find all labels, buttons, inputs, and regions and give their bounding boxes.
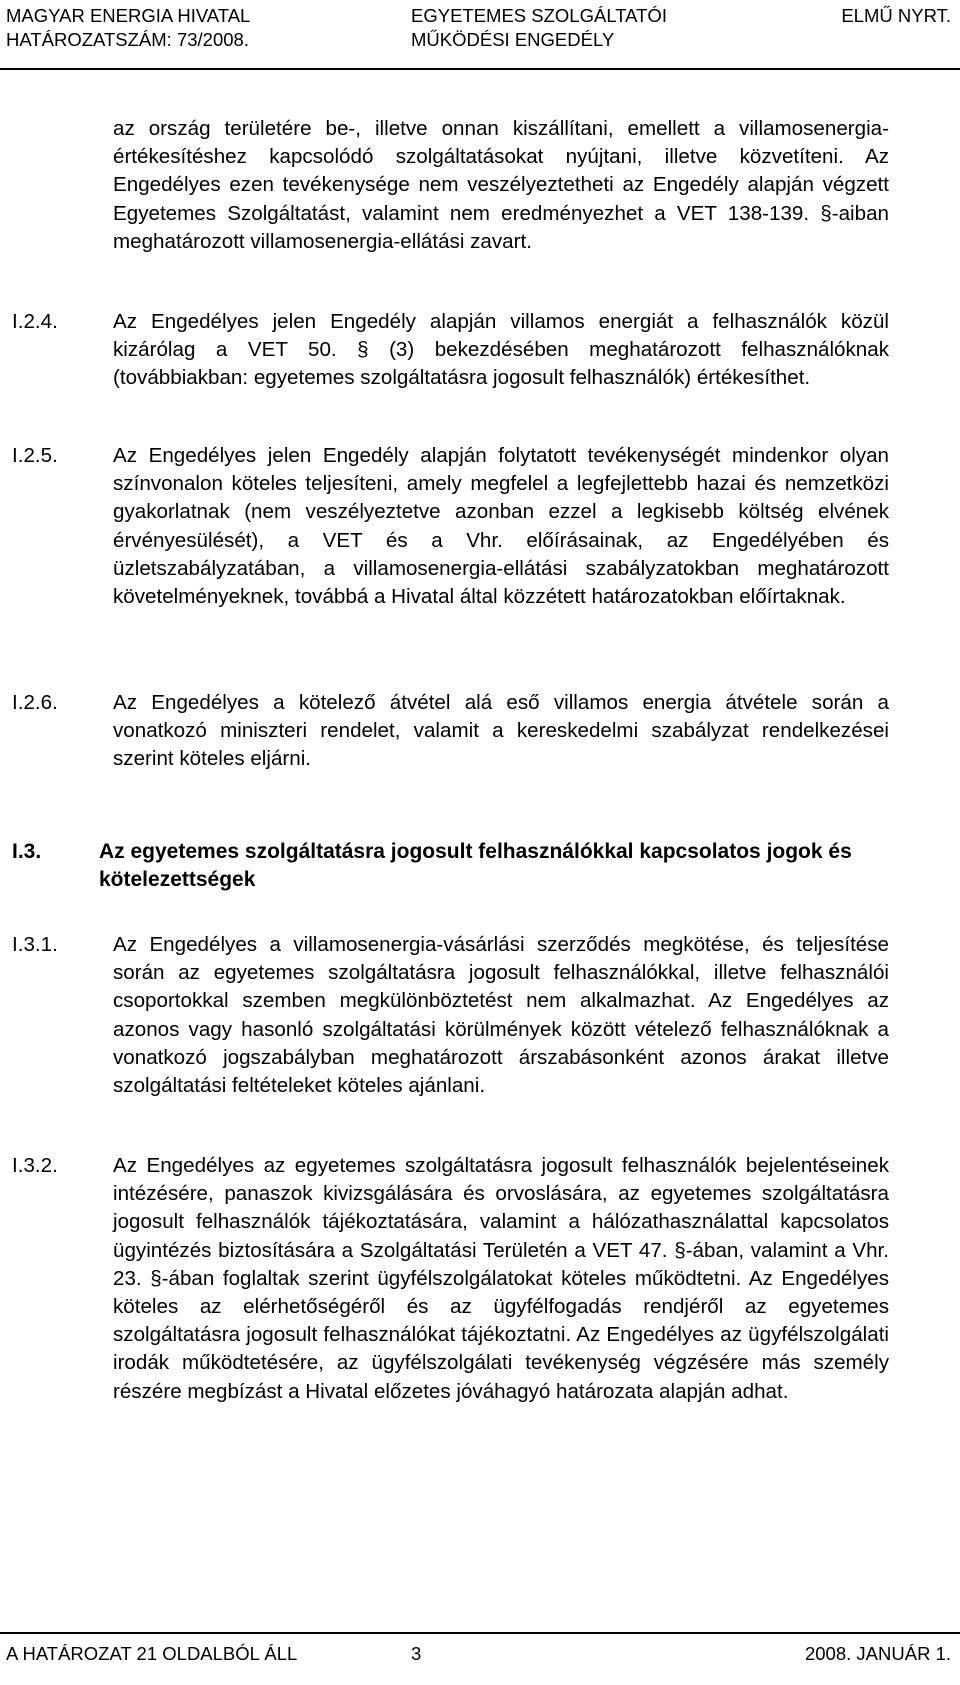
header-company: ELMŰ NYRT. bbox=[841, 5, 951, 26]
section-title: Az egyetemes szolgáltatásra jogosult felhasználókkal kapcsolatos jogok és kötelezettségek bbox=[99, 840, 852, 891]
item-text-i24: Az Engedélyes jelen Engedély alapján villamos energiát a felhasználók közül kizárólag a VET 50. § (3) bekezdésében meghatározott felhasználóknak (továbbiakban: egyetemes szolgáltatásra jogosult felhasználók) értékesíthet. bbox=[113, 310, 889, 390]
page-header bbox=[0, 4, 960, 66]
item-text-i26: Az Engedélyes a kötelező átvétel alá eső villamos energia átvétele során a vonatkozó miniszteri rendelet, valamit a kereskedelmi szabályzat rendelkezései szerint köteles eljárni. bbox=[113, 691, 889, 771]
item-text-i32: Az Engedélyes az egyetemes szolgáltatásra jogosult felhasználók bejelentéseinek intézésére, panaszok kivizsgálására és orvoslására, az egyetemes szolgáltatásra jogosult felhasználók tájékoztatására, valamint a hálózathasználattal kapcsolatos ügyintézés biztosítására a Szolgáltatási Területén a VET 47. §-ában, valamint a Vhr. 23. §-ában foglaltak szerint ügyfélszolgálatokat köteles működtetni. Az Engedélyes köteles az elérhetőségéről és az ügyfélfogadás rendjéről az egyetemes szolgáltatásra jogosult felhasználókat tájékoztatni. Az Engedélyes az ügyfélszolgálati irodák működtetésére, az ügyfélszolgálati tevékenység végzésére más személy részére megbízást a Hivatal előzetes jóváhagyó határozata alapján adhat. bbox=[113, 1154, 889, 1403]
header-center bbox=[411, 4, 667, 52]
header-divider bbox=[0, 68, 960, 70]
header-license-type: EGYETEMES SZOLGÁLTATÓI bbox=[411, 5, 667, 26]
footer-divider bbox=[0, 1632, 960, 1634]
intro-paragraph: az ország területére be-, illetve onnan kiszállítani, emellett a villamosenergia-értékesítéshez kapcsolódó szolgáltatásokat nyújtani, illetve közvetíteni. Az Engedélyes ezen tevékenysége nem veszélyeztetheti az Engedély alapján végzett Egyetemes Szolgáltatást, valamint nem eredményezhet a VET 138-139. §-aiban meghatározott villamosenergia-ellátási zavart. bbox=[113, 117, 889, 253]
header-resolution-number: HATÁROZATSZÁM: 73/2008. bbox=[6, 29, 249, 50]
item-number-i26: I.2.6. bbox=[12, 691, 58, 714]
item-number-i25: I.2.5. bbox=[12, 444, 58, 467]
header-left bbox=[6, 4, 250, 52]
header-right bbox=[841, 4, 951, 28]
item-number-i31: I.3.1. bbox=[12, 933, 58, 956]
item-text-i25: Az Engedélyes jelen Engedély alapján folytatott tevékenységét mindenkor olyan színvonalon köteles teljesíteni, amely megfelel a legfejlettebb hazai és nemzetközi gyakorlatnak (nem veszélyeztetve azonban ezzel a legkisebb költség elvének érvényesülését), a VET és a Vhr. előírásainak, az Engedélyében és üzletszabályzatában, a villamosenergia-ellátási szabályzatokban meghatározott követelményeknek, továbbá a Hivatal által közzétett határozatokban előírtaknak. bbox=[113, 444, 889, 609]
page-footer bbox=[0, 1632, 960, 1685]
item-number-i24: I.2.4. bbox=[12, 310, 58, 333]
footer-page-count: A HATÁROZAT 21 OLDALBÓL ÁLL bbox=[6, 1643, 298, 1664]
header-authority: MAGYAR ENERGIA HIVATAL bbox=[6, 5, 251, 26]
item-number-i32: I.3.2. bbox=[12, 1154, 58, 1177]
footer-date: 2008. JANUÁR 1. bbox=[804, 1643, 951, 1664]
section-number: I.3. bbox=[12, 840, 42, 863]
item-text-i31: Az Engedélyes a villamosenergia-vásárlási szerződés megkötése, és teljesítése során az egyetemes szolgáltatásra jogosult felhasználókkal, illetve felhasználói csoportokkal szemben megkülönböztetést nem alkalmazhat. Az Engedélyes az azonos vagy hasonló szolgáltatási körülmények között vételező felhasználóknak a vonatkozó jogszabályban meghatározott árszabásonként azonos árakat illetve szolgáltatási feltételeket köteles ajánlani. bbox=[113, 933, 889, 1098]
header-license-type-2: MŰKÖDÉSI ENGEDÉLY bbox=[411, 29, 615, 50]
footer-page-number: 3 bbox=[411, 1643, 422, 1664]
